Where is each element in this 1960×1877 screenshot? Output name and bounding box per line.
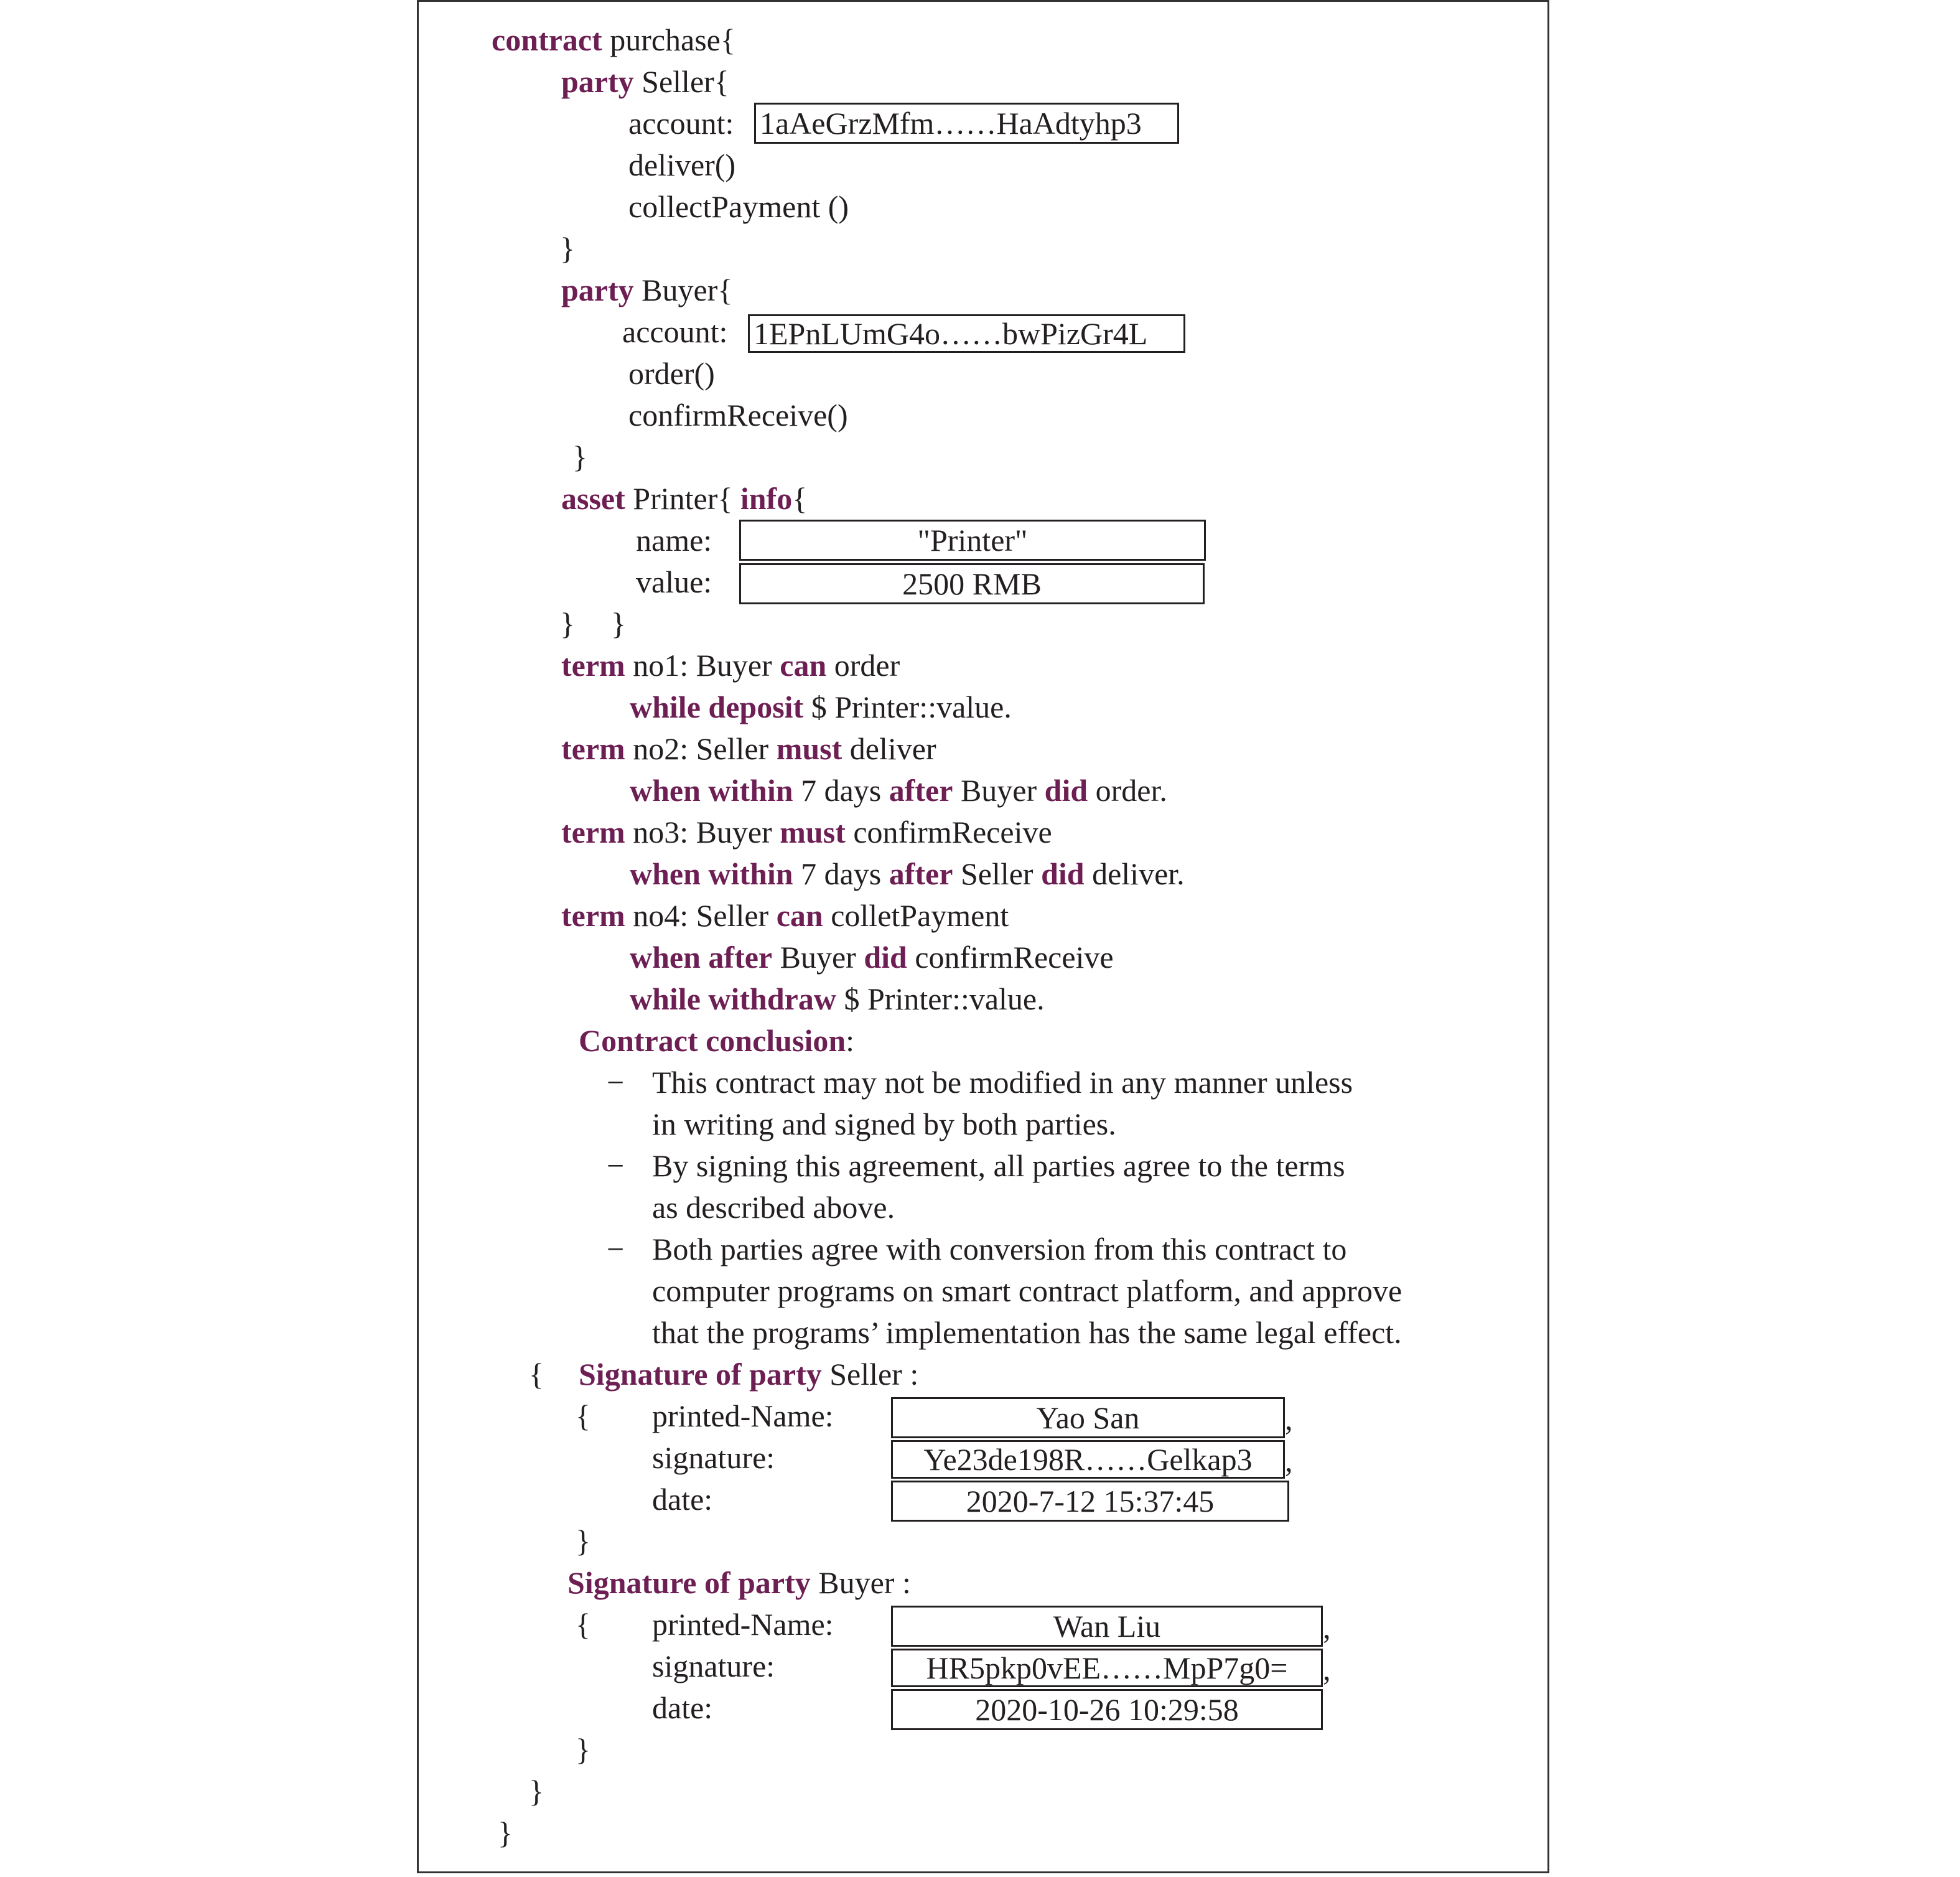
asset-name-box: "Printer" bbox=[739, 520, 1206, 561]
keyword-party: party bbox=[561, 64, 634, 99]
asset-name: Printer bbox=[633, 481, 718, 516]
term-action: order bbox=[826, 648, 900, 683]
seller-date-label: date: bbox=[652, 1482, 713, 1517]
comma: , bbox=[1323, 1652, 1331, 1687]
buyer-signature-heading bbox=[567, 1564, 911, 1601]
term-action: confirmReceive bbox=[907, 940, 1114, 975]
keyword-withdraw: withdraw bbox=[708, 981, 836, 1016]
seller-close-brace: } bbox=[560, 231, 575, 266]
brace: { bbox=[792, 481, 808, 516]
term-no2 bbox=[561, 730, 936, 767]
seller-party-header bbox=[561, 63, 729, 100]
keyword-while: while bbox=[630, 690, 701, 724]
seller-printed-name-label: printed-Name: bbox=[652, 1398, 834, 1433]
keyword-info: info bbox=[740, 481, 793, 516]
comma: , bbox=[1323, 1610, 1331, 1645]
seller-account-label: account: bbox=[628, 106, 734, 141]
party-name: Buyer bbox=[642, 273, 718, 307]
keyword-must: must bbox=[776, 731, 842, 766]
keyword-term: term bbox=[561, 815, 625, 850]
brace: { bbox=[714, 64, 729, 99]
term-party: Buyer bbox=[953, 773, 1045, 808]
term-party: Buyer bbox=[772, 940, 864, 975]
term-days: 7 days bbox=[793, 773, 889, 808]
buyer-printed-name-box: Wan Liu bbox=[891, 1606, 1323, 1647]
keyword-can: can bbox=[776, 898, 823, 933]
buyer-printed-name-label: printed-Name: bbox=[652, 1607, 834, 1642]
keyword-term: term bbox=[561, 898, 625, 933]
bullet-dash: − bbox=[607, 1065, 625, 1100]
seller-date-box: 2020-7-12 15:37:45 bbox=[891, 1481, 1289, 1522]
brace: { bbox=[717, 273, 733, 307]
party-name: Seller : bbox=[821, 1357, 919, 1392]
contract-close-brace: } bbox=[498, 1815, 513, 1850]
term-no4-condition bbox=[630, 938, 1114, 976]
colon: : bbox=[846, 1023, 855, 1058]
seller-account-box: 1aAeGrzMfm……HaAdtyhp3 bbox=[754, 103, 1179, 144]
keyword-party: party bbox=[561, 273, 634, 307]
bullet-dash: − bbox=[607, 1148, 625, 1183]
term-tail: deliver. bbox=[1084, 856, 1185, 891]
buyer-party-header bbox=[561, 271, 732, 309]
term-head: no3: Buyer bbox=[625, 815, 780, 850]
contract-header bbox=[492, 21, 735, 59]
keyword-when: when bbox=[630, 940, 701, 975]
conclusion-title: Contract conclusion bbox=[579, 1023, 846, 1058]
keyword-did: did bbox=[1041, 856, 1085, 891]
buyer-signature-label: signature: bbox=[652, 1649, 775, 1683]
keyword-when: when bbox=[630, 773, 701, 808]
keyword-can: can bbox=[780, 648, 827, 683]
term-days: 7 days bbox=[793, 856, 889, 891]
term-no3-condition bbox=[630, 855, 1185, 892]
keyword-term: term bbox=[561, 648, 625, 683]
asset-close-brace: } bbox=[560, 606, 575, 641]
term-head: no1: Buyer bbox=[625, 648, 780, 683]
buyer-account-label: account: bbox=[622, 314, 728, 349]
keyword-after: after bbox=[708, 940, 773, 975]
asset-name-label: name: bbox=[636, 523, 712, 558]
keyword-within: within bbox=[708, 773, 793, 808]
buyer-account-box: 1EPnLUmG4o……bwPizGr4L bbox=[748, 314, 1185, 353]
signatures-close-brace: } bbox=[529, 1774, 544, 1809]
term-no4-transfer bbox=[630, 980, 1045, 1018]
keyword-deposit: deposit bbox=[708, 690, 804, 724]
party-name: Seller bbox=[642, 64, 714, 99]
term-tail: $ Printer::value. bbox=[803, 690, 1012, 724]
term-tail: order. bbox=[1088, 773, 1167, 808]
conclusion-item-1-cont: in writing and signed by both parties. bbox=[652, 1107, 1116, 1141]
conclusion-item-1: This contract may not be modified in any manner unless bbox=[652, 1065, 1353, 1100]
asset-header bbox=[561, 480, 807, 517]
term-no3 bbox=[561, 813, 1052, 851]
keyword-after: after bbox=[889, 773, 953, 808]
asset-value-box: 2500 RMB bbox=[739, 563, 1205, 604]
term-action: colletPayment bbox=[823, 898, 1009, 933]
seller-signature-heading bbox=[579, 1355, 918, 1393]
conclusion-item-3-cont: that the programs’ implementation has the same legal effect. bbox=[652, 1315, 1402, 1350]
keyword-asset: asset bbox=[561, 481, 625, 516]
brace: { bbox=[717, 481, 733, 516]
keyword-while: while bbox=[630, 981, 701, 1016]
buyer-action-confirm-receive: confirmReceive() bbox=[628, 398, 848, 433]
contract-name: purchase bbox=[610, 22, 721, 57]
seller-action-collect-payment: collectPayment () bbox=[628, 189, 849, 224]
term-tail: $ Printer::value. bbox=[836, 981, 1045, 1016]
keyword-within: within bbox=[708, 856, 793, 891]
comma: , bbox=[1285, 1443, 1293, 1478]
keyword-term: term bbox=[561, 731, 625, 766]
keyword-contract: contract bbox=[492, 22, 602, 57]
buyer-action-order: order() bbox=[628, 356, 715, 391]
party-name: Buyer : bbox=[810, 1565, 911, 1600]
conclusion-heading bbox=[579, 1022, 854, 1059]
signatures-open-brace: { bbox=[529, 1357, 544, 1392]
seller-signature-open-brace: { bbox=[576, 1398, 590, 1433]
keyword-must: must bbox=[780, 815, 846, 850]
seller-signature-label: signature: bbox=[652, 1440, 775, 1475]
asset-value-label: value: bbox=[636, 564, 712, 599]
keyword-when: when bbox=[630, 856, 701, 891]
keyword-did: did bbox=[1044, 773, 1088, 808]
term-party: Seller bbox=[953, 856, 1042, 891]
conclusion-item-2: By signing this agreement, all parties agree to the terms bbox=[652, 1148, 1345, 1183]
term-action: confirmReceive bbox=[845, 815, 1052, 850]
asset-close-brace: } bbox=[611, 606, 626, 641]
term-no4 bbox=[561, 897, 1009, 934]
conclusion-item-3-cont: computer programs on smart contract platform, and approve bbox=[652, 1273, 1402, 1308]
term-head: no4: Seller bbox=[625, 898, 777, 933]
seller-signature-box: Ye23de198R……Gelkap3 bbox=[891, 1440, 1285, 1479]
term-head: no2: Seller bbox=[625, 731, 777, 766]
signature-of-party: Signature of party bbox=[579, 1357, 822, 1392]
signature-of-party: Signature of party bbox=[567, 1565, 811, 1600]
buyer-date-box: 2020-10-26 10:29:58 bbox=[891, 1689, 1323, 1730]
comma: , bbox=[1285, 1402, 1293, 1436]
buyer-close-brace: } bbox=[572, 439, 587, 474]
buyer-date-label: date: bbox=[652, 1690, 713, 1725]
term-no1-condition bbox=[630, 688, 1012, 726]
seller-action-deliver: deliver() bbox=[628, 147, 736, 182]
buyer-signature-open-brace: { bbox=[576, 1607, 590, 1642]
brace: { bbox=[720, 22, 735, 57]
keyword-after: after bbox=[889, 856, 953, 891]
seller-printed-name-box: Yao San bbox=[891, 1397, 1285, 1438]
buyer-signature-box: HR5pkp0vEE……MpP7g0= bbox=[891, 1649, 1323, 1687]
term-no1 bbox=[561, 647, 900, 684]
seller-signature-close-brace: } bbox=[576, 1524, 590, 1558]
keyword-did: did bbox=[864, 940, 907, 975]
buyer-signature-close-brace: } bbox=[576, 1732, 590, 1767]
term-no2-condition bbox=[630, 772, 1167, 809]
term-action: deliver bbox=[842, 731, 936, 766]
conclusion-item-2-cont: as described above. bbox=[652, 1190, 895, 1225]
conclusion-item-3: Both parties agree with conversion from this contract to bbox=[652, 1232, 1347, 1266]
bullet-dash: − bbox=[607, 1232, 625, 1266]
